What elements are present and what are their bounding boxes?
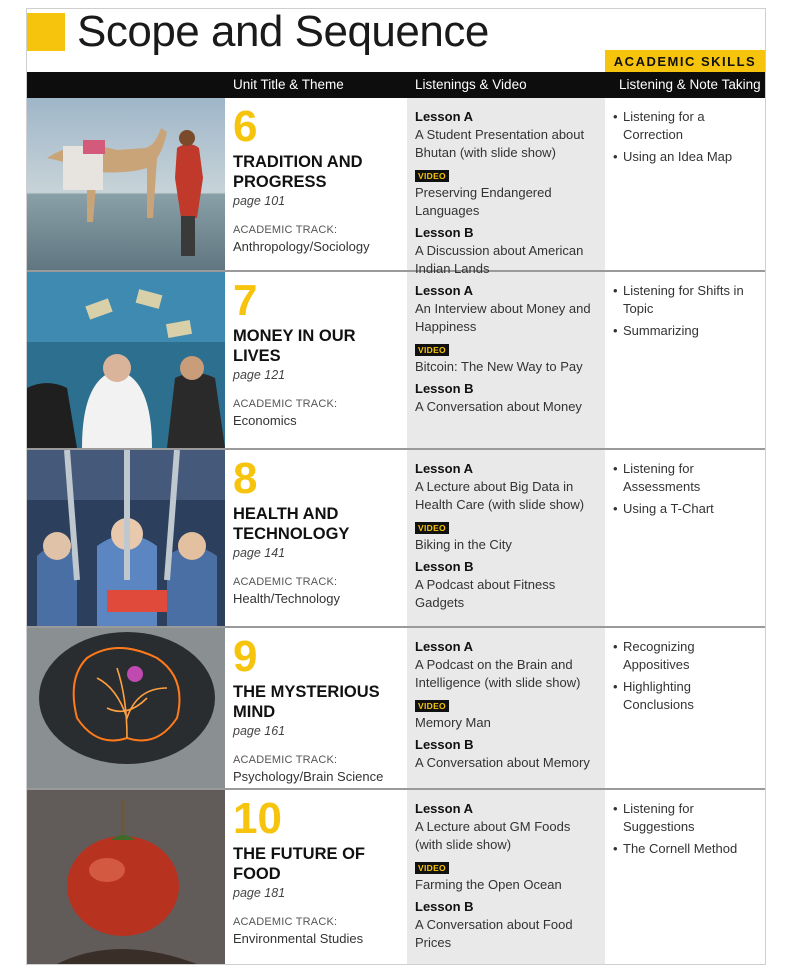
skill-item: • Listening for Suggestions [613, 800, 763, 836]
skill-item: • Summarizing [613, 322, 763, 340]
lesson-a-text: A Lecture about GM Foods (with slide show) [415, 819, 571, 852]
academic-track-value: Anthropology/Sociology [233, 239, 370, 254]
lesson-a-text: A Student Presentation about Bhutan (with slide show) [415, 127, 585, 160]
unit-number: 9 [233, 632, 258, 681]
skills-cell [613, 800, 763, 862]
title-block [27, 9, 765, 71]
skill-item: • Listening for Assessments [613, 460, 763, 496]
page-title: Scope and Sequence [77, 8, 489, 56]
lesson-b-label: Lesson B [415, 381, 474, 396]
column-header-skills: Listening & Note Taking [619, 77, 761, 92]
unit-page-link[interactable]: page 161 [233, 724, 286, 738]
skills-cell [613, 638, 763, 718]
lesson-b-text: A Discussion about American Indian Lands [415, 243, 584, 276]
unit-title: THE MYSTERIOUS MIND [233, 683, 380, 721]
skill-item: • Recognizing Appositives [613, 638, 763, 674]
lesson-a-label: Lesson A [415, 283, 474, 298]
lesson-a-label: Lesson A [415, 461, 474, 476]
skill-item: • Highlighting Conclusions [613, 678, 763, 714]
academic-track-value: Economics [233, 413, 297, 428]
listenings-cell [415, 282, 601, 420]
unit-info [233, 104, 403, 254]
unit-page-link[interactable]: page 141 [233, 546, 286, 560]
unit-title: THE FUTURE OF FOOD [233, 845, 365, 883]
unit-title: MONEY IN OUR LIVES [233, 327, 356, 365]
lesson-b-label: Lesson B [415, 899, 474, 914]
unit-info [233, 634, 403, 784]
unit-info [233, 278, 403, 428]
unit-photo-horse-rider [27, 98, 225, 270]
unit-row-9 [27, 628, 765, 790]
lesson-b-text: A Conversation about Memory [415, 755, 590, 770]
lesson-a-text: A Podcast on the Brain and Intelligence (with slide show) [415, 657, 581, 690]
unit-page-link[interactable]: page 181 [233, 886, 286, 900]
academic-skills-banner: ACADEMIC SKILLS [605, 50, 765, 72]
academic-track-label: ACADEMIC TRACK: [233, 398, 338, 410]
lesson-b-text: A Conversation about Money [415, 399, 582, 414]
listenings-cell [415, 460, 601, 616]
skill-item: • Using an Idea Map [613, 148, 763, 166]
lesson-a-label: Lesson A [415, 109, 474, 124]
unit-photo-wedding-money [27, 272, 225, 448]
lesson-b-text: A Podcast about Fitness Gadgets [415, 577, 556, 610]
skills-cell [613, 108, 763, 170]
unit-photo-tomato [27, 790, 225, 964]
academic-track-label: ACADEMIC TRACK: [233, 916, 338, 928]
academic-track-label: ACADEMIC TRACK: [233, 754, 338, 766]
unit-row-8 [27, 450, 765, 628]
unit-title: HEALTH AND TECHNOLOGY [233, 505, 350, 543]
academic-track-value: Environmental Studies [233, 931, 364, 946]
unit-number: 8 [233, 454, 258, 503]
lesson-b-label: Lesson B [415, 559, 474, 574]
video-badge: VIDEO [415, 862, 449, 874]
skill-item: • Using a T-Chart [613, 500, 763, 518]
unit-row-10 [27, 790, 765, 964]
unit-page-link[interactable]: page 121 [233, 368, 286, 382]
lesson-a-text: A Lecture about Big Data in Health Care (with slide show) [415, 479, 585, 512]
lesson-b-label: Lesson B [415, 225, 474, 240]
skill-item: • Listening for Shifts in Topic [613, 282, 763, 318]
video-title: Farming the Open Ocean [415, 877, 562, 892]
video-title: Biking in the City [415, 537, 512, 552]
video-badge: VIDEO [415, 522, 449, 534]
unit-title: TRADITION AND PROGRESS [233, 153, 363, 191]
skill-item: • Listening for a Correction [613, 108, 763, 144]
skill-item: • The Cornell Method [613, 840, 763, 858]
unit-row-6 [27, 98, 765, 276]
column-header-bar [27, 72, 765, 98]
academic-track-label: ACADEMIC TRACK: [233, 224, 338, 236]
unit-info [233, 796, 403, 946]
academic-track-value: Health/Technology [233, 591, 340, 606]
unit-row-7 [27, 272, 765, 450]
unit-page-link[interactable]: page 101 [233, 194, 286, 208]
video-badge: VIDEO [415, 344, 449, 356]
lesson-a-label: Lesson A [415, 639, 474, 654]
unit-number: 7 [233, 276, 258, 325]
academic-track-value: Psychology/Brain Science [233, 769, 384, 784]
lesson-b-label: Lesson B [415, 737, 474, 752]
unit-photo-brain-scan [27, 628, 225, 788]
scope-sequence-page [26, 8, 766, 965]
listenings-cell [415, 638, 601, 776]
lesson-b-text: A Conversation about Food Prices [415, 917, 573, 950]
skills-cell [613, 282, 763, 344]
lesson-a-label: Lesson A [415, 801, 474, 816]
unit-number: 10 [233, 794, 282, 843]
video-badge: VIDEO [415, 700, 449, 712]
unit-number: 6 [233, 102, 258, 151]
title-accent-square [27, 13, 65, 51]
listenings-cell [415, 800, 601, 956]
academic-track-label: ACADEMIC TRACK: [233, 576, 338, 588]
column-header-unit: Unit Title & Theme [233, 77, 344, 92]
unit-info [233, 456, 403, 606]
video-title: Memory Man [415, 715, 491, 730]
lesson-a-text: An Interview about Money and Happiness [415, 301, 591, 334]
video-title: Bitcoin: The New Way to Pay [415, 359, 583, 374]
skills-cell [613, 460, 763, 522]
unit-photo-robot-surgery [27, 450, 225, 626]
column-header-listenings: Listenings & Video [415, 77, 527, 92]
video-title: Preserving Endangered Languages [415, 185, 552, 218]
video-badge: VIDEO [415, 170, 449, 182]
listenings-cell [415, 108, 601, 282]
